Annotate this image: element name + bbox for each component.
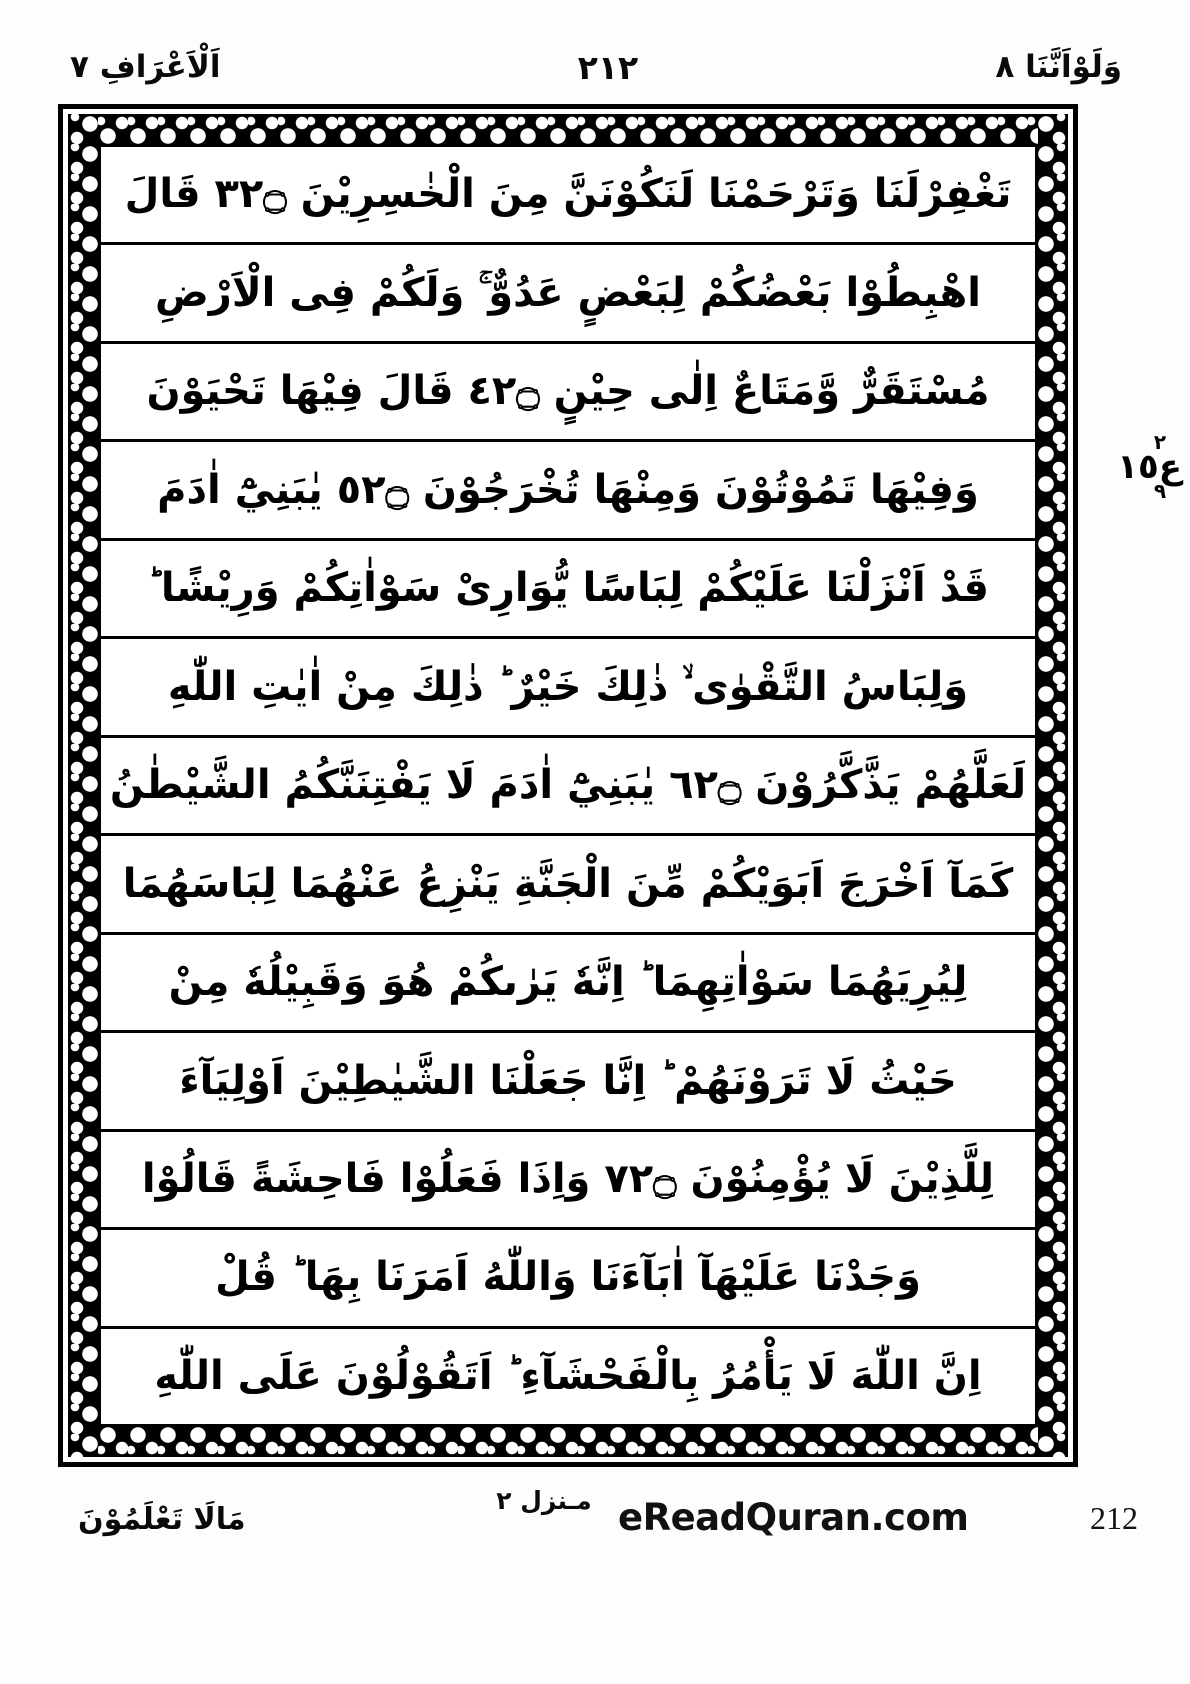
ayah-line-text: اهْبِطُوْا بَعْضُكُمْ لِبَعْضٍ عَدُوٌّ ۚ وَلَكُمْ فِى الْاَرْضِ xyxy=(154,269,981,316)
ruku-marker-symbol: ع١٥ xyxy=(1117,447,1182,487)
border-ornament-left xyxy=(68,114,98,1457)
ayah-line xyxy=(101,147,1035,245)
ayah-line xyxy=(101,1329,1035,1424)
ayah-line xyxy=(101,1033,1035,1131)
page-number-arabic: ٢١٢ xyxy=(577,47,639,87)
ruku-marker xyxy=(1117,430,1182,503)
ayah-line-text: قَدْ اَنْزَلْنَا عَلَيْكُمْ لِبَاسًا يُّوَارِىْ سَوْاٰتِكُمْ وَرِيْشًا ؕ xyxy=(147,565,989,612)
catchword-text: مَالَا تَعْلَمُوْنَ xyxy=(78,1502,246,1537)
ruku-marker-bottom: ٩ xyxy=(1153,479,1167,503)
border-ornament-right xyxy=(1038,114,1068,1457)
ayah-line-text: مُسْتَقَرٌّ وَّمَتَاعٌ اِلٰى حِيْنٍ ۝٢٤ قَالَ فِيْهَا تَحْيَوْنَ xyxy=(146,368,990,415)
ayah-line xyxy=(101,738,1035,836)
ayah-line-text: وَجَدْنَا عَلَيْهَآ اٰبَآءَنَا وَاللّٰهُ اَمَرَنَا بِهَا ؕ قُلْ xyxy=(215,1254,921,1301)
ruku-marker-top: ٢ xyxy=(1153,430,1167,454)
ayah-line-text: اِنَّ اللّٰهَ لَا يَأْمُرُ بِالْفَحْشَآءِ ؕ اَتَقُوْلُوْنَ عَلَى اللّٰهِ xyxy=(154,1352,982,1399)
ayah-line-text: لَعَلَّهُمْ يَذَّكَّرُوْنَ ۝٢٦ يٰبَنِيْٓ اٰدَمَ لَا يَفْتِنَنَّكُمُ الشَّيْطٰنُ xyxy=(109,762,1027,809)
quran-text-block xyxy=(98,144,1038,1427)
ayah-line-text: حَيْثُ لَا تَرَوْنَهُمْ ؕ اِنَّا جَعَلْنَا الشَّيٰطِيْنَ اَوْلِيَآءَ xyxy=(179,1057,957,1104)
border-ornament-bottom xyxy=(68,1427,1068,1457)
site-watermark: eReadQuran.com xyxy=(618,1496,969,1539)
ayah-line-text: لِيُرِيَهُمَا سَوْاٰتِهِمَا ؕ اِنَّهٗ يَرٰىكُمْ هُوَ وَقَبِيْلُهٗ مِنْ xyxy=(168,959,968,1006)
ayah-line xyxy=(101,639,1035,737)
ayah-line-text: لِلَّذِيْنَ لَا يُؤْمِنُوْنَ ۝٢٧ وَاِذَا فَعَلُوْا فَاحِشَةً قَالُوْا xyxy=(141,1156,995,1203)
ayah-line xyxy=(101,541,1035,639)
ayah-line xyxy=(101,245,1035,343)
border-ornament-top xyxy=(68,114,1068,144)
ayah-line xyxy=(101,442,1035,540)
ayah-line-text: وَفِيْهَا تَمُوْتُوْنَ وَمِنْهَا تُخْرَجُوْنَ ۝٢٥ يٰبَنِيْٓ اٰدَمَ xyxy=(157,466,979,513)
ornamental-frame xyxy=(58,104,1078,1467)
page-header xyxy=(40,38,1150,96)
ayah-line xyxy=(101,344,1035,442)
ayah-line xyxy=(101,1132,1035,1230)
ayah-line xyxy=(101,1230,1035,1328)
ayah-line-text: تَغْفِرْلَنَا وَتَرْحَمْنَا لَنَكُوْنَنَّ مِنَ الْخٰسِرِيْنَ ۝٢٣ قَالَ xyxy=(124,171,1012,218)
page-footer xyxy=(58,1478,1160,1598)
surah-name-header: اَلْاَعْرَافِ ٧ xyxy=(70,49,221,85)
ayah-line xyxy=(101,836,1035,934)
ayah-line-text: وَلِبَاسُ التَّقْوٰى ۙ ذٰلِكَ خَيْرٌ ؕ ذٰلِكَ مِنْ اٰيٰتِ اللّٰهِ xyxy=(167,663,969,710)
manzil-label: مـنزل ٢ xyxy=(496,1486,592,1515)
ayah-line-text: كَمَآ اَخْرَجَ اَبَوَيْكُمْ مِّنَ الْجَنَّةِ يَنْزِعُ عَنْهُمَا لِبَاسَهُمَا xyxy=(122,860,1014,907)
juz-name-header: وَلَوْاَنَّنَا ٨ xyxy=(995,49,1122,85)
ayah-line xyxy=(101,935,1035,1033)
footer-page-number: 212 xyxy=(1090,1500,1138,1536)
